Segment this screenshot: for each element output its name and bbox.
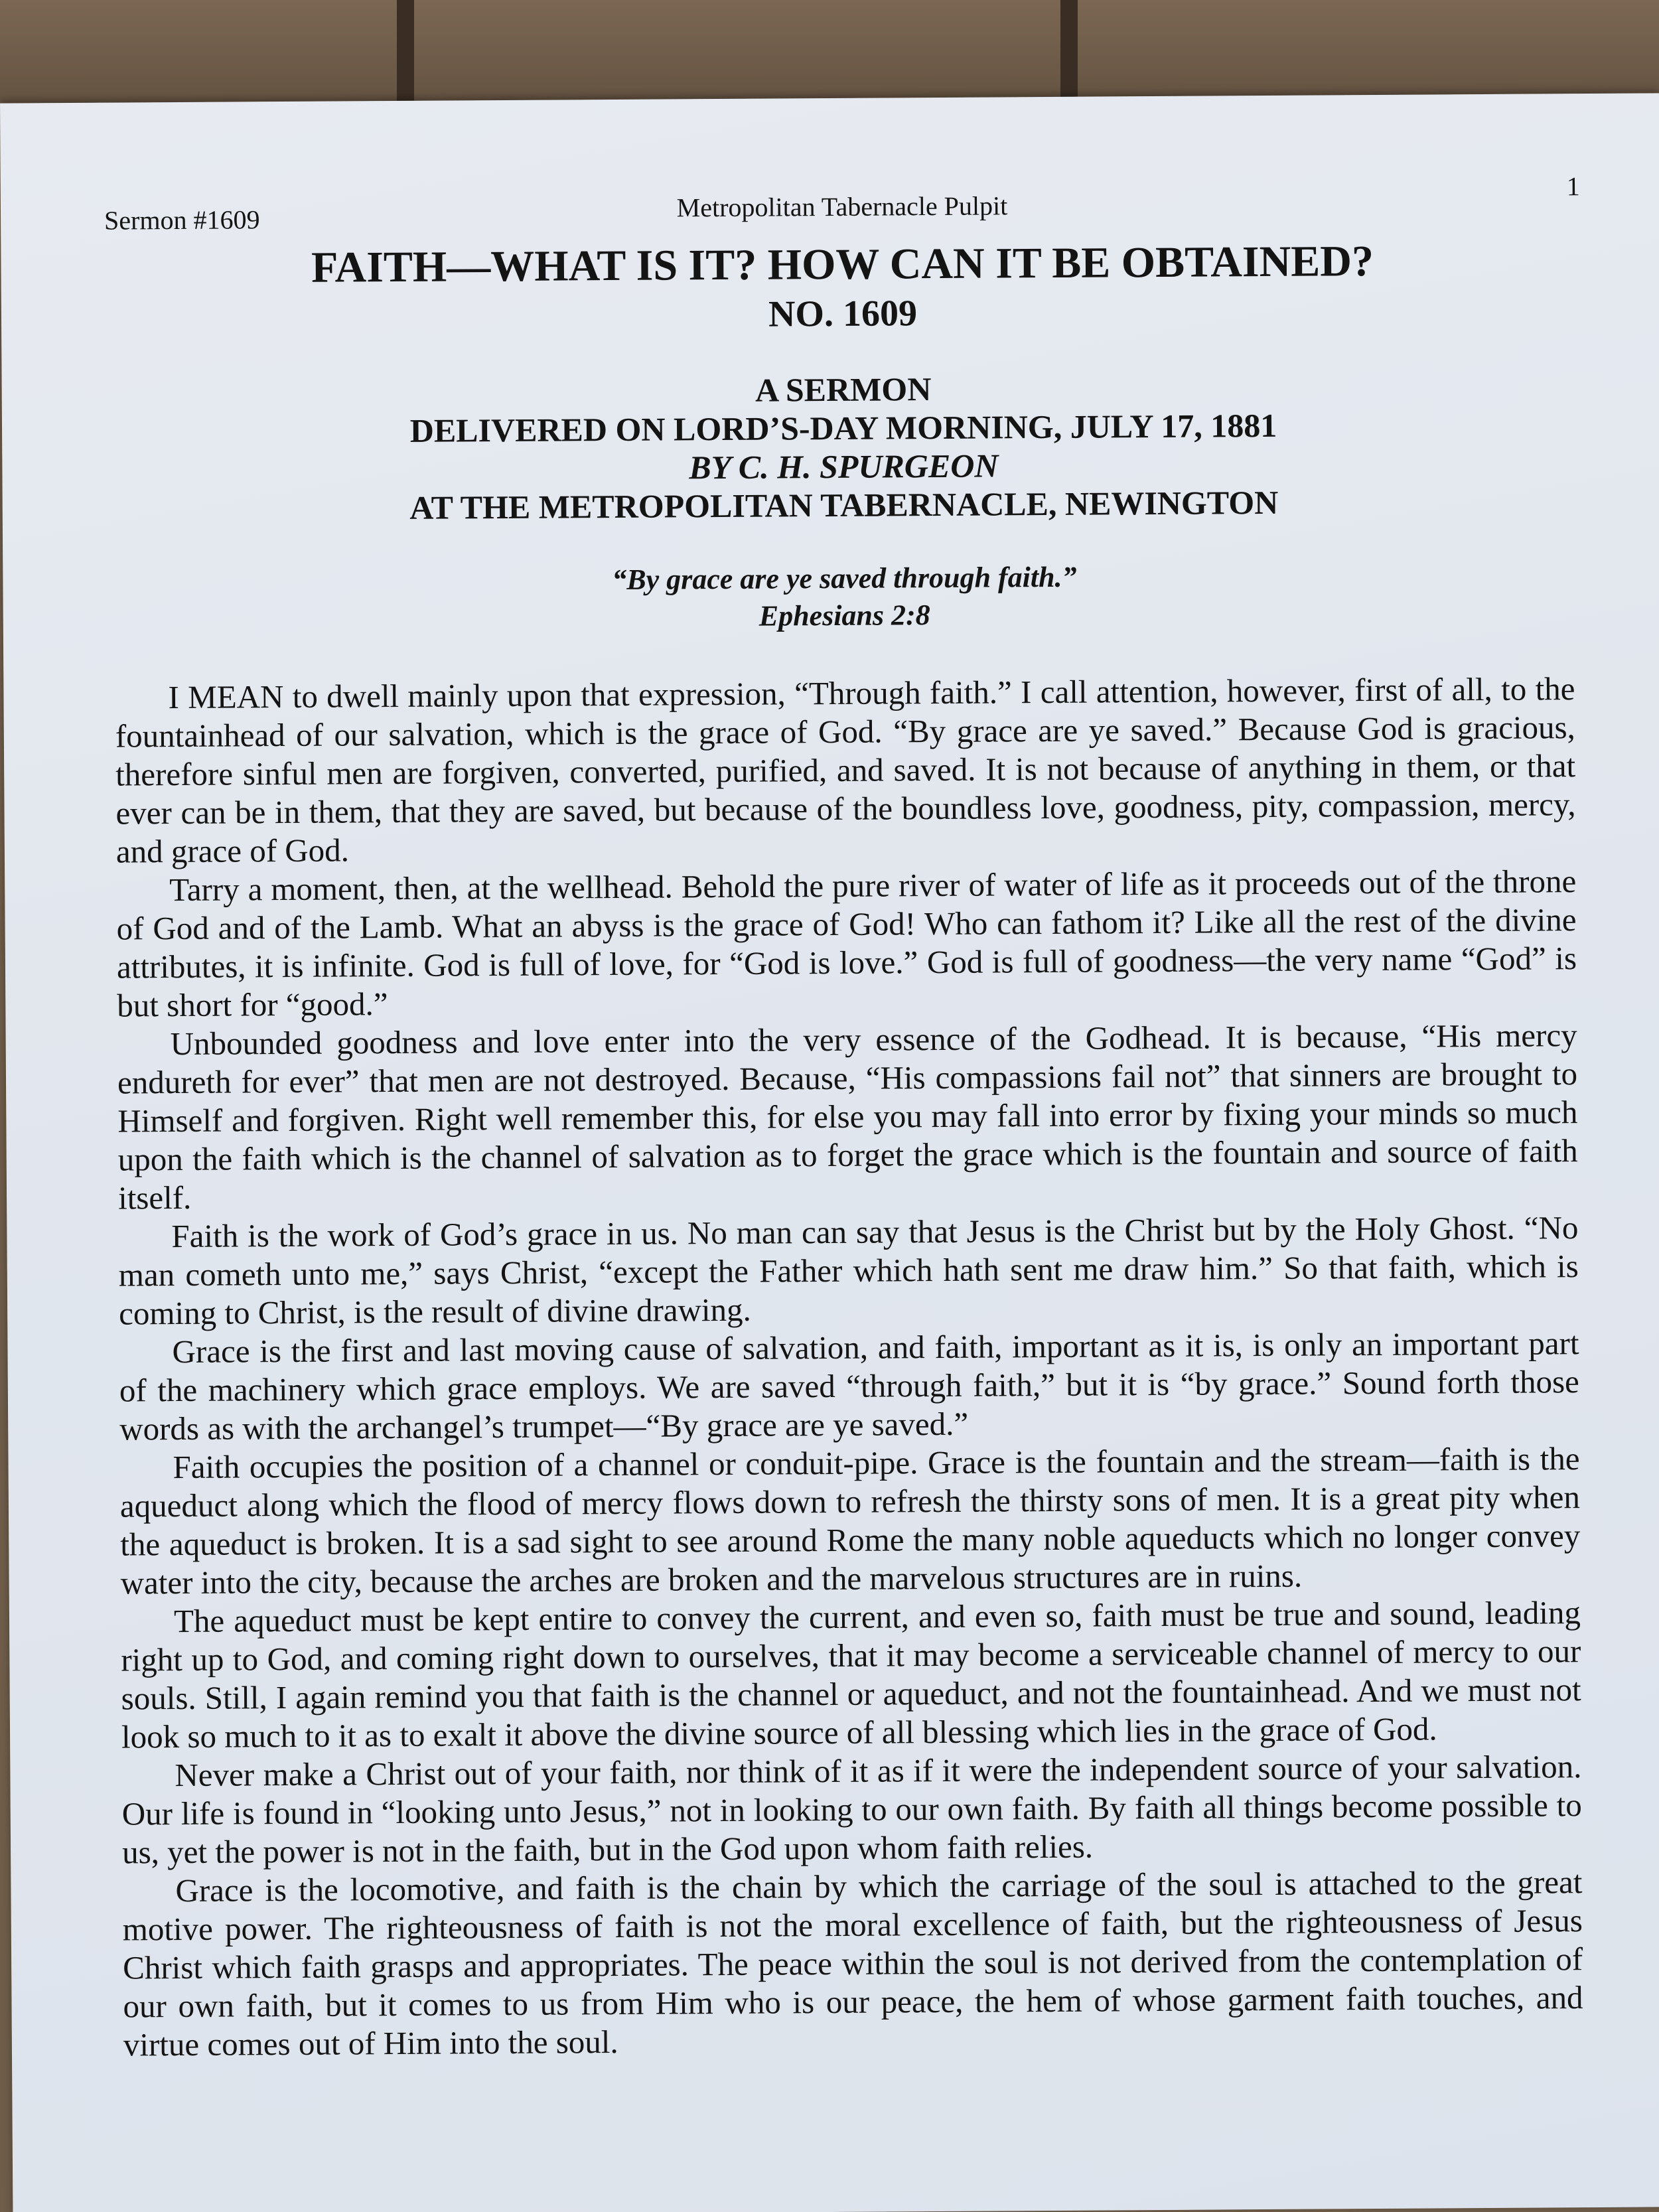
printed-page: [0, 93, 1659, 2212]
sermon-number: Sermon #1609: [104, 204, 260, 236]
sermon-no: NO. 1609: [768, 293, 918, 335]
paragraph: Tarry a moment, then, at the wellhead. Behold the pure river of water of life as it proceeds out of the throne of God and of the Lamb. What an abyss is the grace of God! Who can fathom it? Like all the rest of the divine attributes, it is infinite. God is full of love, for “God is love.” God is full of goodness—the very name “God” is but short for “good.”: [116, 863, 1577, 1024]
publication-name: Metropolitan Tabernacle Pulpit: [676, 190, 1008, 223]
sermon-body: [115, 670, 1583, 2064]
byline-sermon: A SERMON: [755, 370, 932, 409]
paragraph: Never make a Christ out of your faith, nor think of it as if it were the independent source of your salvation. Our life is found in “looking unto Jesus,” not in looking to our own faith. By faith all things become possible to us, yet the power is not in the faith, but in the God upon whom faith relies.: [121, 1748, 1582, 1871]
paragraph: Grace is the locomotive, and faith is the chain by which the carriage of the soul is attached to the great motive power. The righteousness of faith is not the moral excellence of faith, but the righteousness of Jesus Christ which faith grasps and appropriates. The peace within the soul is not derived from the contemplation of our own faith, but it comes to us from Him who is our peace, the hem of whose garment faith touches, and virtue comes out of Him into the soul.: [122, 1864, 1583, 2063]
sermon-title: FAITH—WHAT IS IT? HOW CAN IT BE OBTAINED?: [311, 236, 1374, 292]
running-head: [104, 171, 1580, 242]
paragraph: Faith occupies the position of a channel or conduit-pipe. Grace is the fountain and the stream—faith is the aqueduct along which the flood of mercy flows down to refresh the thirsty sons of men. It is a great pity when the aqueduct is broken. It is a sad sight to see around Rome the many noble aqueducts which no longer convey water into the city, because the arches are broken and the marvelous structures are in ruins.: [119, 1440, 1581, 1601]
paragraph: Unbounded goodness and love enter into the very essence of the Godhead. It is because, “His mercy endureth for ever” that men are not destroyed. Because, “His compassions fail not” that sinners are brought to Himself and forgiven. Right well remember this, for else you may fall into error by fixing your minds so much upon the faith which is the channel of salvation as to forget the grace which is the fountain and source of faith itself.: [117, 1017, 1578, 1217]
paragraph: Grace is the first and last moving cause of salvation, and faith, important as it is, is only an important part of the machinery which grace employs. We are saved “through faith,” but it is “by grace.” Sound forth those words as with the archangel’s trumpet—“By grace are ye saved.”: [119, 1325, 1580, 1447]
byline-author: BY C. H. SPURGEON: [689, 447, 999, 486]
scripture-reference: Ephesians 2:8: [758, 599, 930, 632]
paragraph: Faith is the work of God’s grace in us. No man can say that Jesus is the Christ but by the Holy Ghost. “No man cometh unto me,” says Christ, “except the Father which hath sent me draw him.” So that faith, which is coming to Christ, is the result of divine drawing.: [118, 1209, 1579, 1332]
byline-location: AT THE METROPOLITAN TABERNACLE, NEWINGTON: [409, 483, 1279, 526]
paragraph: The aqueduct must be kept entire to convey the current, and even so, faith must be true and sound, leading right up to God, and coming right down to ourselves, that it may become a serviceable channel of mercy to our souls. Still, I again remind you that faith is the channel or aqueduct, and not the fountainhead. And we must not look so much to it as to exalt it above the divine source of all blessing which lies in the grace of God.: [121, 1594, 1581, 1755]
byline-delivered: DELIVERED ON LORD’S-DAY MORNING, JULY 17, 1881: [409, 406, 1277, 449]
page-number: 1: [1566, 171, 1580, 202]
page-content: [104, 171, 1583, 2064]
scripture-quote: “By grace are ye saved through faith.”: [612, 560, 1077, 597]
paragraph: I MEAN to dwell mainly upon that expression, “Through faith.” I call attention, however, first of all, to the fountainhead of our salvation, which is the grace of God. “By grace are ye saved.” Because God is gracious, therefore sinful men are forgiven, converted, purified, and saved. It is not because of anything in them, or that ever can be in them, that they are saved, but because of the boundless love, goodness, pity, compassion, mercy, and grace of God.: [115, 670, 1576, 870]
